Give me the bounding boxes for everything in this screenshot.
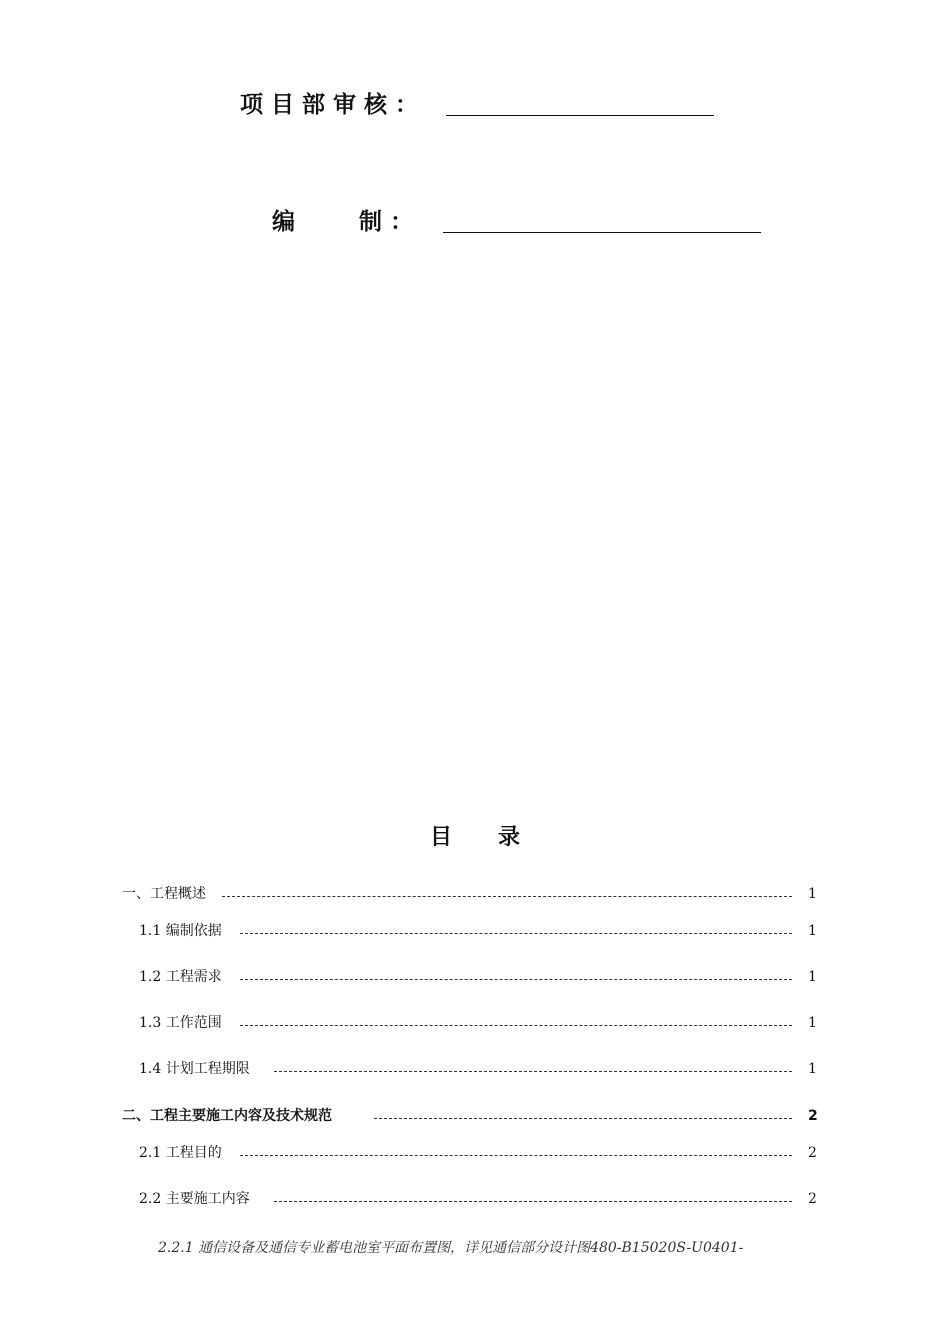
toc-entry[interactable] [0,1012,950,1034]
compiler-signature-line [443,231,761,233]
compiler-label: 编 制 ： [272,209,414,235]
toc-entry-label[interactable]: 一、工程概述 [122,886,206,902]
toc-entry[interactable] [0,920,950,942]
toc-entry-label[interactable]: 2.1 工程目的 [139,1145,222,1161]
toc-entry-label[interactable]: 1.2 工程需求 [139,969,222,985]
toc-entry-page[interactable]: 1 [808,923,817,939]
toc-entry-page[interactable]: 1 [808,1061,817,1077]
toc-entry[interactable] [0,1058,950,1080]
toc-leader [222,896,792,897]
toc-entry-label[interactable]: 1.3 工作范围 [139,1015,222,1031]
toc-entry[interactable] [0,883,950,905]
toc-entry-label[interactable]: 1.4 计划工程期限 [139,1061,250,1077]
toc-entry[interactable] [0,1142,950,1164]
toc-entry-page[interactable]: 2 [808,1108,818,1124]
toc-entry-page[interactable]: 1 [808,969,817,985]
toc-entry[interactable] [0,1105,950,1127]
toc-entry-page[interactable]: 1 [808,886,817,902]
toc-entry-label[interactable]: 1.1 编制依据 [139,923,222,939]
toc-leader [240,1025,792,1026]
toc-sub-item[interactable]: 2.2.1 通信设备及通信专业蓄电池室平面布置图，详见通信部分设计图480-B15020S-U0401- [158,1240,744,1256]
toc-leader [374,1118,792,1119]
compiler-signature-row [272,203,761,236]
toc-entry-label[interactable]: 2.2 主要施工内容 [139,1191,250,1207]
toc-entry-page[interactable]: 2 [808,1191,817,1207]
project-review-signature-row [240,86,714,119]
toc-leader [240,933,792,934]
toc-entry-page[interactable]: 1 [808,1015,817,1031]
toc-entry-page[interactable]: 2 [808,1145,817,1161]
toc-entry-label[interactable]: 二、工程主要施工内容及技术规范 [122,1108,332,1124]
toc-leader [240,979,792,980]
toc-entry[interactable] [0,1188,950,1210]
toc-leader [274,1201,792,1202]
project-review-label: 项 目 部 审 核 ： [240,92,419,118]
project-review-signature-line [446,114,714,116]
toc-leader [274,1071,792,1072]
toc-entry[interactable] [0,966,950,988]
toc-leader [240,1155,792,1156]
toc-title: 目 录 [430,825,520,850]
